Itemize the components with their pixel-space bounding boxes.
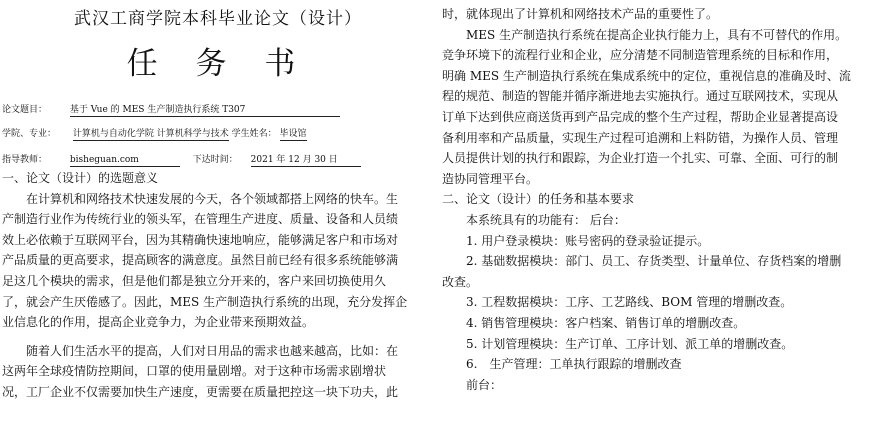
topic-value: 基于 Vue 的 MES 生产制造执行系统 T307 <box>70 102 340 117</box>
left-p1-line: 业信息化的作用，提高企业竞争力，为企业带来预期效益。 <box>2 315 315 330</box>
right-p0-line: 时，就体现出了计算机和网络技术产品的重要性了。 <box>442 7 719 21</box>
function-line: 2. 基础数据模块：部门、员工、存货类型、计量单位、存货档案的增删 <box>442 254 842 269</box>
right-p1-line: 订单下达到供应商送货再到产品完成的整个生产过程，帮助企业显著提高设 <box>442 109 839 124</box>
function-line: 1. 用户登录模块：账号密码的登录验证提示。 <box>442 233 710 248</box>
right-p1-line: 造协同管理平台。 <box>442 171 539 186</box>
left-p2-line: 这两年全球疫情防控期间，口罩的使用量剧增。对于这种市场需求剧增状 <box>2 364 387 379</box>
function-line: 改查。 <box>442 274 479 289</box>
right-p1-line: 程的规范、制造的智能并循序渐进地去实施执行。通过互联网技术，实现从 <box>442 89 839 104</box>
right-body <box>442 4 887 395</box>
right-p1-line: 备利用率和产品质量，实现生产过程可追溯和上料防错，为操作人员、管理 <box>442 130 839 145</box>
left-p2-line: 随着人们生活水平的提高，人们对日用品的需求也越来越高，比如：在 <box>2 343 399 358</box>
section1-block <box>2 168 427 403</box>
left-p1-line: 产品质量的更高要求，提高顾客的满意度。虽然目前已经有很多系统能够满 <box>2 253 399 268</box>
school-title: 武汉工商学院本科毕业论文（设计） <box>74 9 362 29</box>
date-label: 下达时间： <box>192 155 238 165</box>
topic-row <box>2 102 340 117</box>
section1-heading: 一、论文（设计）的选题意义 <box>2 171 159 185</box>
student-value: 毕设馆 <box>280 126 307 141</box>
function-line: 3. 工程数据模块：工序、工艺路线、BOM 管理的增删改查。 <box>442 295 793 310</box>
left-p1-line: 在计算机和网络技术快速发展的今天，各个领域都搭上网络的快车。生 <box>2 191 399 206</box>
advisor-row <box>2 152 361 167</box>
section2-heading: 二、论文（设计）的任务和基本要求 <box>442 192 635 207</box>
left-p1-line: 产制造行业作为传统行业的领头军，在管理生产进度、质量、设备和人员绩 <box>2 212 399 227</box>
dept-row <box>2 126 307 141</box>
dept-label: 学院、专业： <box>2 129 57 139</box>
doc-title: 任 务 书 <box>126 46 310 82</box>
topic-label: 论文题目： <box>2 105 48 115</box>
function-line: 本系统具有的功能有： 后台： <box>442 212 626 227</box>
left-p2-line: 况，工厂企业不仅需要加快生产速度，更需要在质量把控这一块下功夫，此 <box>2 384 399 399</box>
left-p1-line: 足这几个模块的需求，但是他们都是独立分开来的，客户来回切换使用久 <box>2 273 387 288</box>
function-line: 6. 生产管理：工单执行跟踪的增删改查 <box>442 357 682 372</box>
left-page <box>0 0 436 437</box>
function-line: 前台： <box>442 377 503 392</box>
function-line: 5. 计划管理模块：生产订单、工序计划、派工单的增删改查。 <box>442 336 794 351</box>
function-line: 4. 销售管理模块：客户档案、销售订单的增删改查。 <box>442 315 746 330</box>
dept-value: 计算机与自动化学院 计算机科学与技术 <box>73 126 229 141</box>
right-p1-line: 明确 MES 生产制造执行系统在集成系统中的定位，重视信息的准确及时、流 <box>442 68 851 83</box>
left-p1-line: 了，就会产生厌倦感了。因此，MES 生产制造执行系统的出现，充分发挥企 <box>2 294 408 309</box>
student-label: 学生姓名： <box>231 129 277 139</box>
right-p1-line: 竞争环境下的流程行业和企业，应分清楚不同制造管理系统的目标和作用， <box>442 48 839 63</box>
advisor-value: bisheguan.com <box>70 155 180 167</box>
left-p1-line: 效上必依赖于互联网平台，因为其精确快速地响应，能够满足客户和市场对 <box>2 232 399 247</box>
date-value: 2021 年 12 月 30 日 <box>251 152 361 167</box>
right-p1-line: MES 生产制造执行系统在提高企业执行能力上，具有不可替代的作用。 <box>442 27 848 42</box>
right-p1-line: 人员提供计划的执行和跟踪，为企业打造一个扎实、可靠、全面、可行的制 <box>442 151 839 166</box>
advisor-label: 指导教师： <box>2 155 48 165</box>
right-page <box>436 0 888 437</box>
